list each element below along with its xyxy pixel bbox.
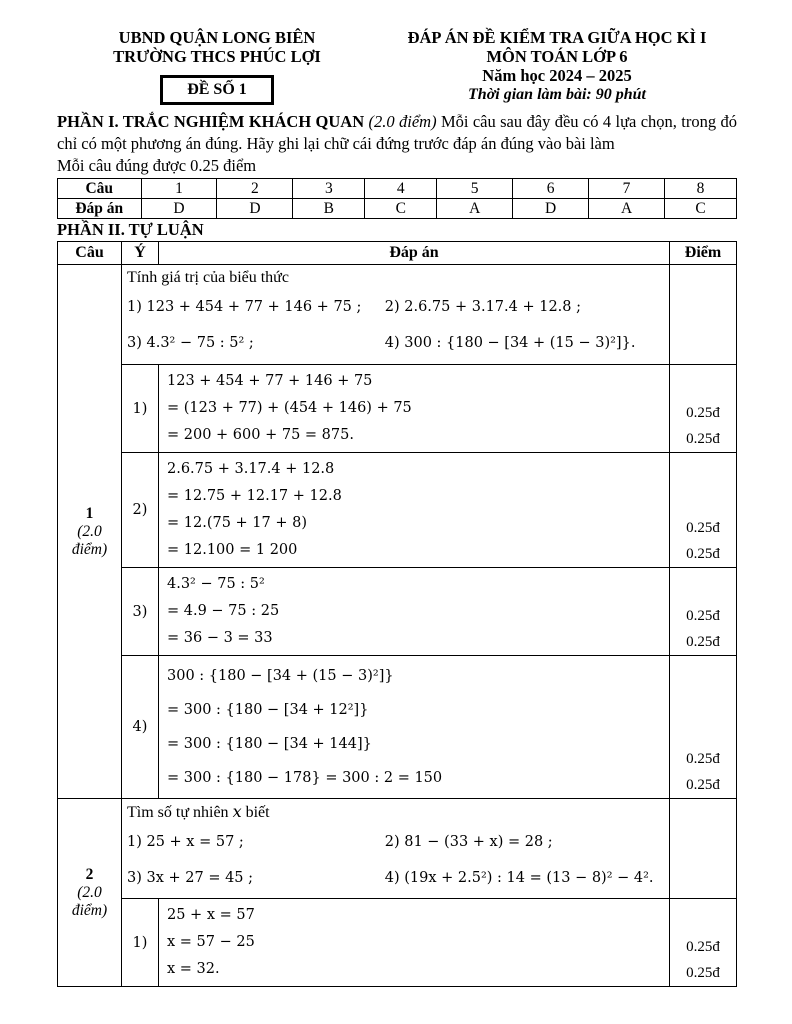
q2-points: (2.0 điểm) (71, 883, 108, 919)
question-number: 4 (365, 179, 437, 199)
q1-sub3-index: 3) (122, 568, 159, 656)
q2-item-1: 1) 25 + x = 57 ; (127, 834, 244, 850)
header-y: Ý (122, 242, 159, 265)
header-diem: Điểm (670, 242, 737, 265)
solution-line: 300 : {180 − [34 + (15 − 3)²]} (167, 668, 394, 684)
exam-number-box (160, 75, 274, 105)
question-number: 7 (589, 179, 665, 199)
q1-sub1-solution (159, 365, 670, 453)
q1-number: 1 (85, 504, 94, 522)
q2-statement-title (127, 801, 664, 824)
mark-value: 0.25đ (686, 431, 720, 447)
solution-line: = 12.100 = 1 200 (167, 542, 298, 558)
q1-sub2-index: 2) (122, 453, 159, 568)
subject-line: MÔN TOÁN LỚP 6 (486, 47, 628, 66)
q1-sub3-row (58, 568, 737, 656)
q1-item-3: 3) 4.3² − 75 : 5² ; (127, 335, 254, 351)
question-number: 5 (437, 179, 513, 199)
q2-item-2: 2) 81 − (33 + x) = 28 ; (384, 834, 553, 850)
header-cau: Câu (58, 242, 122, 265)
essay-answer-table (57, 241, 737, 987)
solution-line: 25 + x = 57 (167, 907, 255, 923)
q1-sub3-points (670, 568, 737, 656)
question-number: 2 (217, 179, 293, 199)
q2-title-pre: Tìm số tự nhiên (127, 804, 233, 821)
q2-title-variable: x (232, 802, 242, 821)
solution-line: x = 32. (167, 961, 220, 977)
solution-line: x = 57 − 25 (167, 934, 255, 950)
q1-sub1-row (58, 365, 737, 453)
mark-value: 0.25đ (686, 751, 720, 767)
solution-line: = 300 : {180 − [34 + 144]} (167, 736, 372, 752)
document-title: ĐÁP ÁN ĐỀ KIỂM TRA GIỮA HỌC KÌ I (407, 28, 707, 47)
answer-letter: C (365, 199, 437, 219)
q2-intro-points-cell (670, 799, 737, 899)
solution-line: 4.3² − 75 : 5² (167, 576, 265, 592)
q1-statement-cell (122, 265, 670, 365)
q2-title-post: biết (241, 804, 270, 821)
table-row (58, 179, 737, 199)
mark-value: 0.25đ (686, 546, 720, 562)
solution-line: = 300 : {180 − 178} = 300 : 2 = 150 (167, 770, 443, 786)
question-row-label: Câu (58, 179, 142, 199)
table-row (58, 199, 737, 219)
q1-intro-row (58, 265, 737, 365)
q1-number-cell (58, 265, 122, 799)
q2-intro-row (58, 799, 737, 899)
q1-sub1-index: 1) (122, 365, 159, 453)
answer-letter: C (665, 199, 737, 219)
q1-item-1: 1) 123 + 454 + 77 + 146 + 75 ; (127, 299, 362, 315)
solution-line: 2.6.75 + 3.17.4 + 12.8 (167, 461, 335, 477)
q1-points: (2.0 điểm) (71, 522, 108, 558)
mark-value: 0.25đ (686, 520, 720, 536)
mark-value: 0.25đ (686, 965, 720, 981)
answer-letter: D (513, 199, 589, 219)
answer-letter: A (589, 199, 665, 219)
q1-sub1-points (670, 365, 737, 453)
part1-heading (57, 111, 737, 154)
q1-statement-title: Tính giá trị của biểu thức (127, 269, 289, 286)
question-number: 1 (141, 179, 217, 199)
solution-line: = 300 : {180 − [34 + 12²]} (167, 702, 369, 718)
q1-sub2-points (670, 453, 737, 568)
multiple-choice-answer-table (57, 178, 737, 219)
header-dapan: Đáp án (159, 242, 670, 265)
q1-item-2: 2) 2.6.75 + 3.17.4 + 12.8 ; (384, 299, 581, 315)
question-number: 8 (665, 179, 737, 199)
solution-line: = 200 + 600 + 75 = 875. (167, 427, 354, 443)
mark-value: 0.25đ (686, 608, 720, 624)
part1-heading-points: (2.0 điểm) (368, 112, 437, 131)
q1-sub4-points (670, 656, 737, 799)
part2-heading: PHẦN II. TỰ LUẬN (57, 220, 204, 239)
part1-heading-instructions: Mỗi câu sau đây đều có 4 lựa chọn, trong đó chỉ có một phương án đúng. Hãy ghi lại chữ cái đứng trước đáp án đúng vào bài làm (57, 112, 737, 153)
q1-statement-items (127, 289, 664, 361)
q2-statement-items (127, 824, 664, 896)
q1-sub4-row (58, 656, 737, 799)
part1-note: Mỗi câu đúng được 0.25 điểm (57, 156, 257, 175)
q2-sub1-points (670, 899, 737, 987)
answer-row-label: Đáp án (58, 199, 142, 219)
q2-statement-cell (122, 799, 670, 899)
answer-letter: D (217, 199, 293, 219)
solution-line: = 12.75 + 12.17 + 12.8 (167, 488, 342, 504)
issuer-line1: UBND QUẬN LONG BIÊN (118, 28, 316, 47)
part1-heading-title: PHẦN I. TRẮC NGHIỆM KHÁCH QUAN (57, 112, 369, 131)
solution-line: = 36 − 3 = 33 (167, 630, 273, 646)
q2-item-4: 4) (19x + 2.5²) : 14 = (13 − 8)² − 4². (384, 870, 654, 886)
q2-number-cell (58, 799, 122, 987)
issuer-line2: TRƯỜNG THCS PHÚC LỢI (113, 47, 321, 66)
solution-line: = (123 + 77) + (454 + 146) + 75 (167, 400, 412, 416)
q1-sub2-solution (159, 453, 670, 568)
exam-number-label: ĐỀ SỐ 1 (187, 81, 247, 98)
mark-value: 0.25đ (686, 939, 720, 955)
q1-sub2-row (58, 453, 737, 568)
q1-sub4-solution (159, 656, 670, 799)
answer-letter: A (437, 199, 513, 219)
q1-sub4-index: 4) (122, 656, 159, 799)
solution-line: = 12.(75 + 17 + 8) (167, 515, 307, 531)
header-left-block (57, 28, 377, 105)
question-number: 3 (293, 179, 365, 199)
solution-line: 123 + 454 + 77 + 146 + 75 (167, 373, 373, 389)
document-header (57, 28, 737, 105)
mark-value: 0.25đ (686, 634, 720, 650)
answer-letter: B (293, 199, 365, 219)
mark-value: 0.25đ (686, 777, 720, 793)
q2-sub1-solution (159, 899, 670, 987)
q2-item-3: 3) 3x + 27 = 45 ; (127, 870, 254, 886)
school-year-line: Năm học 2024 – 2025 (482, 66, 632, 85)
duration-line: Thời gian làm bài: 90 phút (468, 86, 646, 103)
mark-value: 0.25đ (686, 405, 720, 421)
q1-intro-points-cell (670, 265, 737, 365)
header-right-block (377, 28, 737, 105)
q1-item-4: 4) 300 : {180 − [34 + (15 − 3)²]}. (384, 335, 636, 351)
answer-letter: D (141, 199, 217, 219)
q2-number: 2 (85, 865, 94, 883)
question-number: 6 (513, 179, 589, 199)
q2-sub1-row (58, 899, 737, 987)
q1-sub3-solution (159, 568, 670, 656)
solution-line: = 4.9 − 75 : 25 (167, 603, 280, 619)
q2-sub1-index: 1) (122, 899, 159, 987)
table-header-row (58, 242, 737, 265)
